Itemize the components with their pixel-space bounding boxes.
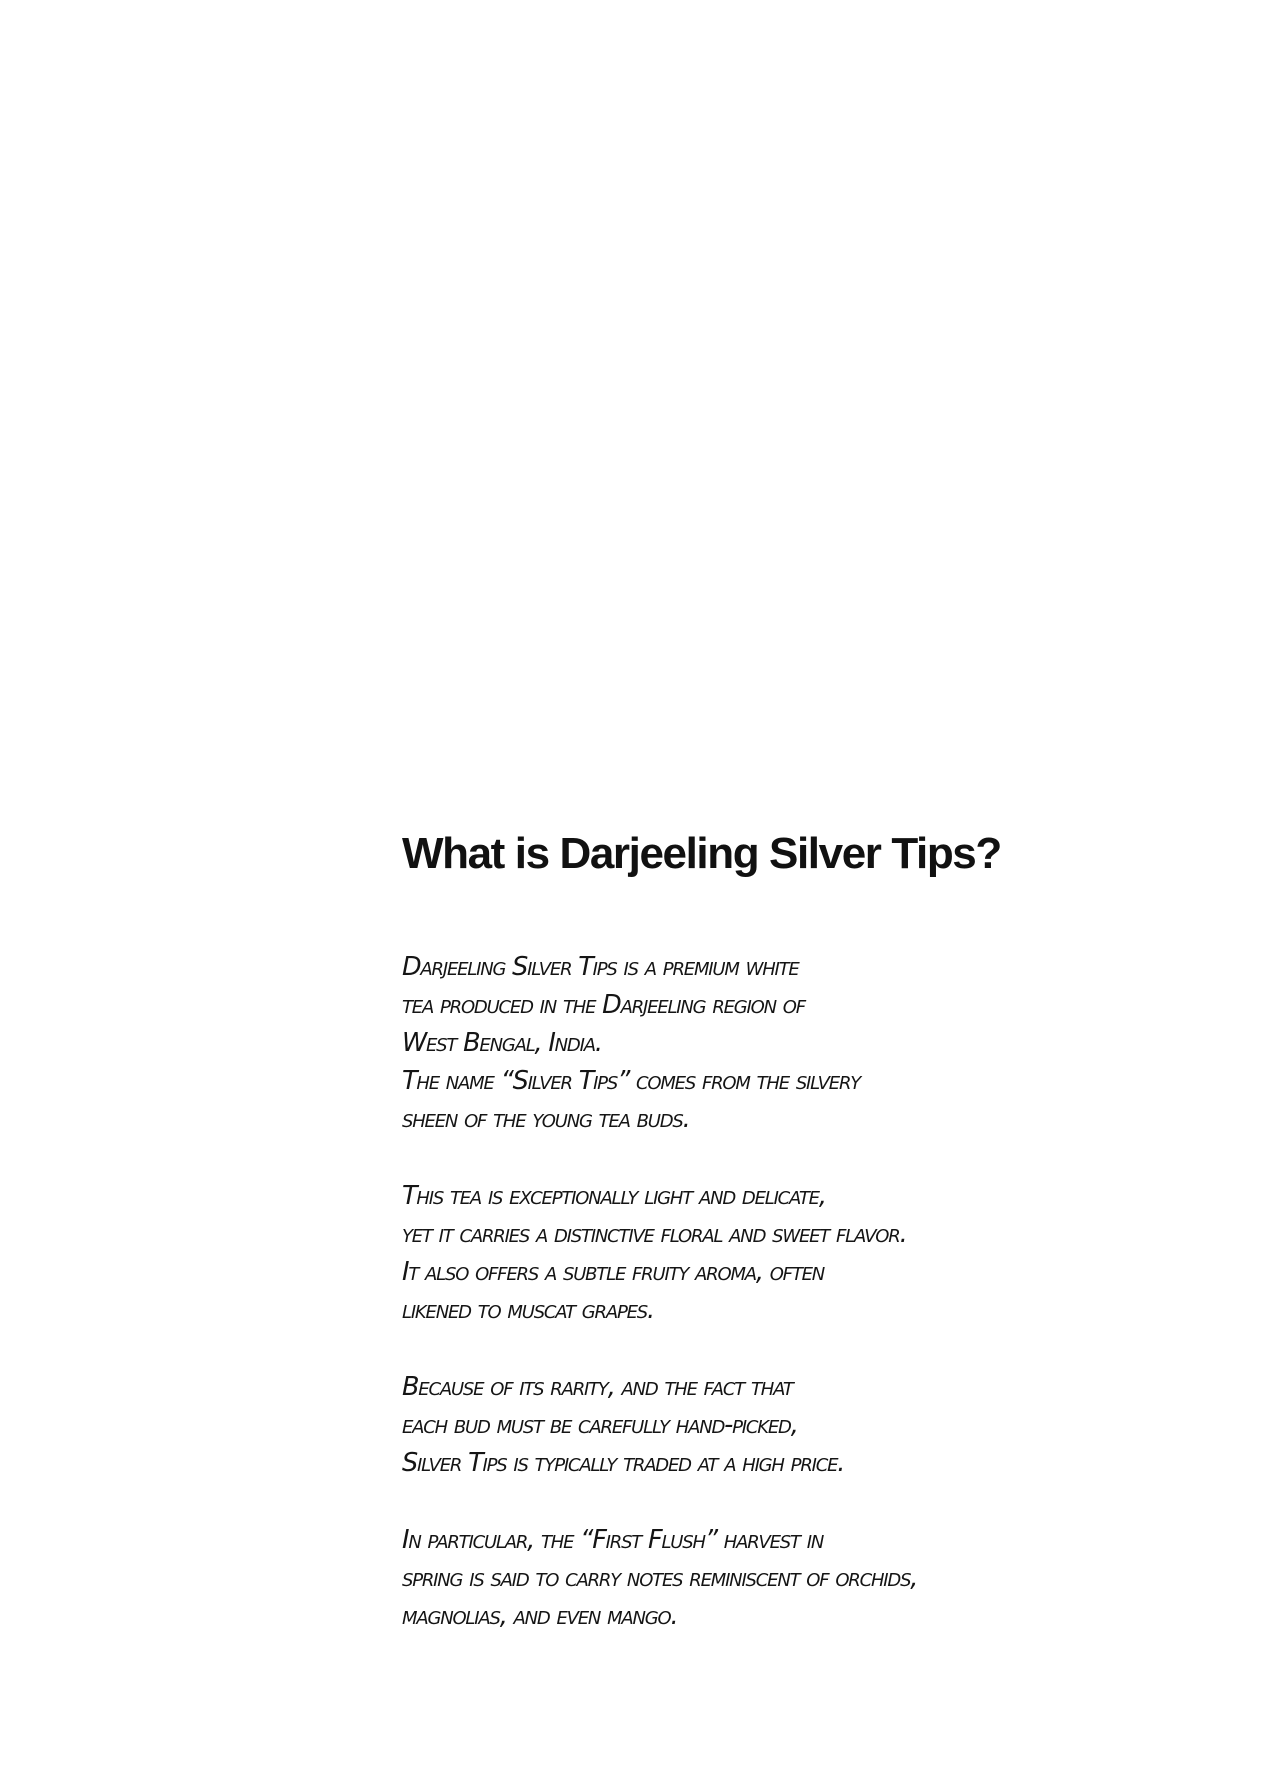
paragraph-flavor xyxy=(402,1177,1262,1329)
article-body xyxy=(402,948,1262,1674)
text-line: Silver Tips is typically traded at a high price. xyxy=(402,1448,845,1478)
text-line: tea produced in the Darjeeling region of xyxy=(402,990,805,1020)
paragraph-intro xyxy=(402,948,1262,1138)
text-line: Darjeeling Silver Tips is a premium white xyxy=(402,952,799,982)
text-line: yet it carries a distinctive floral and sweet flavor. xyxy=(402,1219,907,1249)
text-line: sheen of the young tea buds. xyxy=(402,1104,690,1134)
paragraph-rarity xyxy=(402,1368,1262,1482)
text-line: spring is said to carry notes reminiscent of orchids, xyxy=(402,1563,918,1593)
text-line: magnolias, and even mango. xyxy=(402,1601,678,1631)
text-line: Because of its rarity, and the fact that xyxy=(402,1372,793,1402)
text-line: It also offers a subtle fruity aroma, often xyxy=(402,1257,825,1287)
text-line: The name “Silver Tips” comes from the silvery xyxy=(402,1066,861,1096)
page-title: What is Darjeeling Silver Tips? xyxy=(402,829,1001,878)
paragraph-first-flush xyxy=(402,1521,1262,1635)
text-line: likened to muscat grapes. xyxy=(402,1295,654,1325)
text-line: This tea is exceptionally light and delicate, xyxy=(402,1181,826,1211)
text-line: In particular, the “First Flush” harvest in xyxy=(402,1525,824,1555)
text-line: each bud must be carefully hand-picked, xyxy=(402,1410,798,1440)
text-line: West Bengal, India. xyxy=(402,1028,602,1058)
